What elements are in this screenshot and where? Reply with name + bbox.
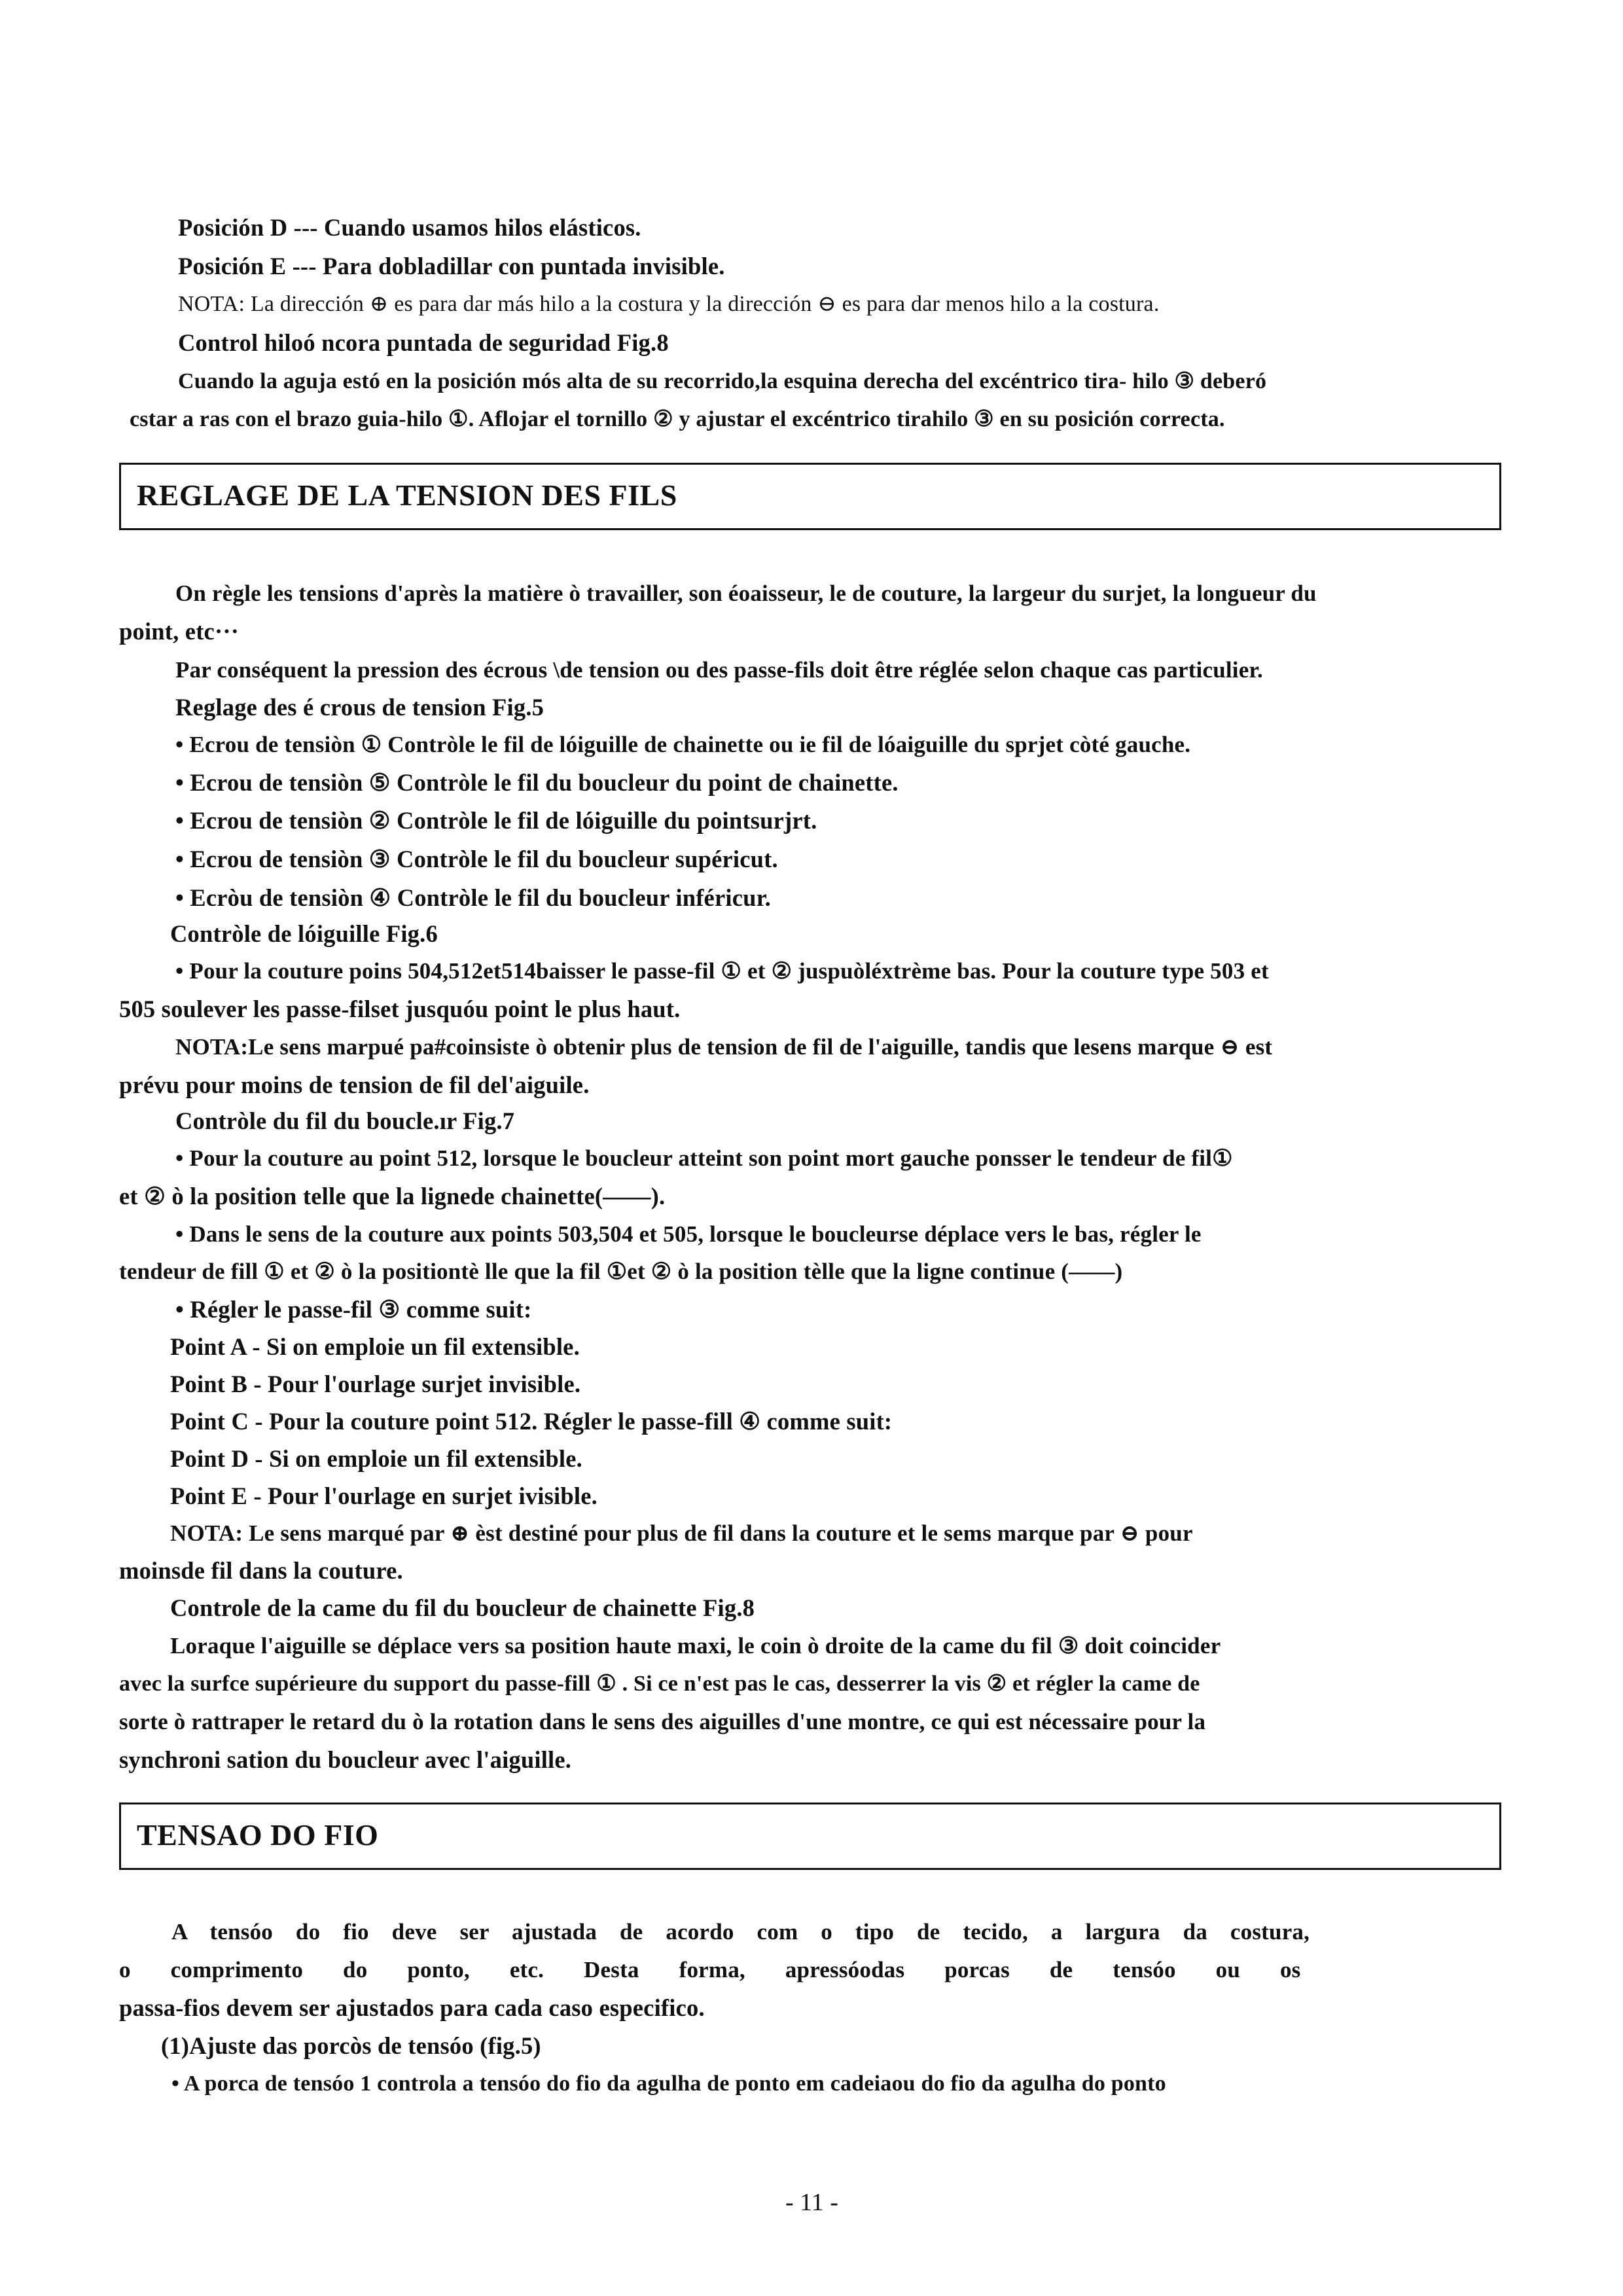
text-line: prévu pour moins de tension de fil del'aiguile.: [119, 1071, 590, 1098]
list-item: • Ecrou de tensiòn ③ Contròle le fil du boucleur supéricut.: [175, 846, 778, 872]
text-line: Point C - Pour la couture point 512. Régler le passe-fill ④ comme suit:: [170, 1408, 893, 1435]
text-line: Posición E --- Para dobladillar con puntada invisible.: [178, 253, 725, 279]
list-item: • A porca de tensóo 1 controla a tensóo do fio da agulha de ponto em cadeiaou do fio da agulha do ponto: [171, 2072, 1166, 2096]
list-item: • Ecròu de tensiòn ④ Contròle le fil du boucleur inféricur.: [175, 884, 771, 911]
text-line: passa-fios devem ser ajustados para cada caso especifico.: [119, 1994, 705, 2021]
page-number: - 11 -: [785, 2189, 838, 2216]
text-line: Loraque l'aiguille se déplace vers sa position haute maxi, le coin ò droite de la came du fil ③ doit coincider: [170, 1633, 1221, 1659]
text-line: NOTA: Le sens marqué par ⊕ èst destiné pour plus de fil dans la couture et le sems marque par ⊖ pour: [170, 1520, 1193, 1546]
text-line: o comprimento do ponto, etc. Desta forma, apressóodas porcas de tensóo ou os: [119, 1957, 1301, 1982]
text-line: Point B - Pour l'ourlage surjet invisible.: [170, 1371, 581, 1397]
list-item: • Pour la couture au point 512, lorsque le boucleur atteint son point mort gauche ponsser le tendeur de fil①: [175, 1145, 1233, 1171]
section-heading-box: [119, 1803, 1501, 1870]
text-line: tendeur de fill ① et ② ò la positiontè lle que la fil ①et ② ò la position tèlle que la ligne continue (——): [119, 1259, 1123, 1284]
text-line: Point A - Si on emploie un fil extensible.: [170, 1333, 580, 1360]
text-line: On règle les tensions d'après la matière ò travailler, son éoaisseur, le de couture, la largeur du surjet, la longueur du: [175, 581, 1317, 606]
text-line: A tensóo do fio deve ser ajustada de acordo com o tipo de tecido, a largura da costura,: [171, 1919, 1310, 1945]
text-line: NOTA:Le sens marpué pa#coinsiste ò obtenir plus de tension de fil de l'aiguille, tandis que lesens marque ⊖ est: [175, 1034, 1273, 1060]
section-heading-box: [119, 463, 1501, 530]
subheading: Contròle du fil du boucle.ır Fig.7: [175, 1107, 515, 1134]
subheading: (1)Ajuste das porcòs de tensóo (fig.5): [161, 2032, 541, 2059]
list-item: • Pour la couture poins 504,512et514baisser le passe-fil ① et ② juspuòléxtrème bas. Pour la couture type 503 et: [175, 958, 1269, 984]
subheading: Control hiloó ncora puntada de seguridad Fig.8: [178, 329, 669, 356]
text-line: avec la surfce supérieure du support du passe-fill ① . Si ce n'est pas le cas, desserrer la vis ② et régler la came de: [119, 1672, 1200, 1696]
text-line: Point E - Pour l'ourlage en surjet ivisible.: [170, 1482, 597, 1509]
list-item: • Ecrou de tensiòn ⑤ Contròle le fil du boucleur du point de chainette.: [175, 769, 899, 796]
text-line: 505 soulever les passe-filset jusquóu point le plus haut.: [119, 996, 681, 1022]
section-heading: REGLAGE DE LA TENSION DES FILS: [137, 478, 677, 512]
list-item: • Ecrou de tensiòn ② Contròle le fil de lóiguille du pointsurjrt.: [175, 807, 817, 834]
text-line: et ② ò la position telle que la lignede chainette(——).: [119, 1183, 666, 1210]
text-line: Point D - Si on emploie un fil extensible.: [170, 1445, 582, 1472]
list-item: • Ecrou de tensiòn ① Contròle le fil de lóiguille de chainette ou ie fil de lóaiguille du sprjet còté gauche.: [175, 732, 1191, 757]
text-line: moinsde fil dans la couture.: [119, 1557, 403, 1584]
text-line: cstar a ras con el brazo guia-hilo ①. Aflojar el tornillo ② y ajustar el excéntrico tirahilo ③ en su posición correcta.: [130, 407, 1225, 431]
text-line: Posición D --- Cuando usamos hilos elásticos.: [178, 214, 641, 241]
section-heading: TENSAO DO FIO: [137, 1818, 379, 1852]
subheading: Controle de la came du fil du boucleur de chainette Fig.8: [170, 1594, 755, 1621]
text-line: synchroni sation du boucleur avec l'aiguille.: [119, 1746, 572, 1773]
text-line: Par conséquent la pression des écrous \de tension ou des passe-fils doit être réglée selon chaque cas particulier.: [175, 657, 1263, 683]
text-line: Cuando la aguja estó en la posición mós alta de su recorrido,la esquina derecha del excéntrico tira- hilo ③ deberó: [178, 369, 1267, 393]
list-item: • Dans le sens de la couture aux points 503,504 et 505, lorsque le boucleurse déplace vers le bas, régler le: [175, 1221, 1202, 1247]
list-item: • Régler le passe-fil ③ comme suit:: [175, 1296, 532, 1323]
text-line: point, etc···: [119, 618, 240, 645]
subheading: Contròle de lóiguille Fig.6: [170, 920, 438, 947]
subheading: Reglage des é crous de tension Fig.5: [175, 694, 544, 721]
text-line: NOTA: La dirección ⊕ es para dar más hilo a la costura y la dirección ⊖ es para dar menos hilo a la costura.: [178, 292, 1160, 316]
text-line: sorte ò rattraper le retard du ò la rotation dans le sens des aiguilles d'une montre, ce qui est nécessaire pour la: [119, 1709, 1206, 1734]
